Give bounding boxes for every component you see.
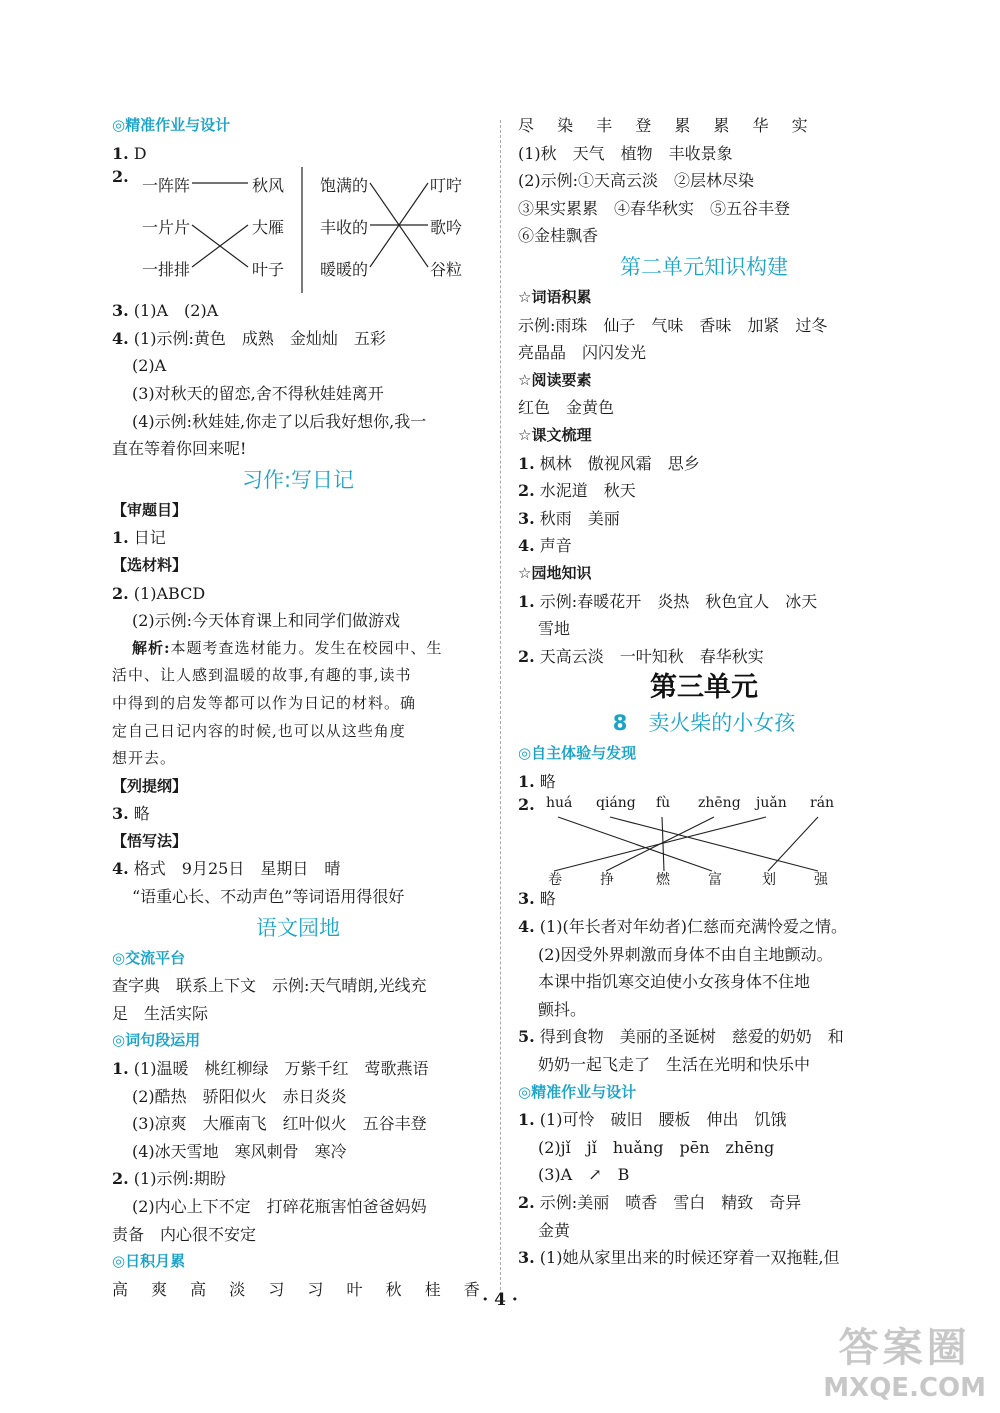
answer-line: 雪地 <box>538 619 571 639</box>
answer-line: 2. 天高云淡 一叶知秋 春华秋实 <box>518 646 764 666</box>
answer-line: ③果实累累 ④春华秋实 ⑤五谷丰登 <box>518 198 791 218</box>
answer-line: (2)jǐ jǐ huǎng pēn zhēng <box>538 1137 775 1157</box>
match-item: 谷粒 <box>430 260 463 280</box>
answer-line: 2. 水泥道 秋天 <box>518 481 636 501</box>
match-item: 叮咛 <box>430 176 463 196</box>
answer-line: 2. (1)示例:期盼 <box>112 1169 226 1189</box>
answer-line: 4. 声音 <box>518 536 572 556</box>
column-divider <box>500 120 501 1290</box>
sub-heading: 【列提纲】 <box>112 776 188 795</box>
pinyin-matching: 2. huá qiáng fù zhēng juǎn rán 卷 挣 燃 富 划 强 <box>518 795 890 885</box>
character-item: 划 <box>762 872 776 889</box>
analysis-line: 中得到的启发等都可以作为日记的材料。确 <box>112 693 417 712</box>
section-title: 语文园地 <box>256 915 340 940</box>
character-item: 挣 <box>600 872 614 889</box>
section-heading: ◎日积月累 <box>112 1252 186 1271</box>
answer-line: 查字典 联系上下文 示例:天气晴朗,光线充 <box>112 976 427 996</box>
answer-line: (2)示例:今天体育课上和同学们做游戏 <box>132 611 401 631</box>
match-item: 饱满的 <box>320 176 369 196</box>
match-item: 一片片 <box>142 218 191 238</box>
section-title: 习作:写日记 <box>241 467 355 492</box>
answer-line: (2)因受外界刺激而身体不由自主地颤动。 <box>538 944 833 964</box>
character-item: 富 <box>708 872 722 889</box>
answer-line: 1. (1)温暖 桃红柳绿 万紫千红 莺歌燕语 <box>112 1059 429 1079</box>
answer-line: 3. 略 <box>518 889 556 909</box>
pinyin-item: rán <box>810 795 835 812</box>
analysis-line: 活中、让人感到温暖的故事,有趣的事,读书 <box>112 666 412 685</box>
answer-line: 直在等着你回来呢! <box>112 439 247 459</box>
answer-line: (3)凉爽 大雁南飞 红叶似火 五谷丰登 <box>132 1114 427 1134</box>
answer-line: 金黄 <box>538 1220 571 1240</box>
match-item: 歌吟 <box>430 218 463 238</box>
answer-line: 2. 示例:美丽 喷香 雪白 精致 奇异 <box>518 1193 802 1212</box>
sub-heading: 【审题目】 <box>112 500 188 519</box>
pinyin-item: juǎn <box>756 795 787 812</box>
answer-line: 红色 金黄色 <box>518 398 615 418</box>
answer-line: (2)内心上下不定 打碎花瓶害怕爸爸妈妈 <box>132 1197 427 1216</box>
section-heading: ◎自主体验与发现 <box>518 744 637 763</box>
match-item: 一阵阵 <box>142 176 191 196</box>
answer-line: 4. (1)示例:黄色 成熟 金灿灿 五彩 <box>112 328 386 348</box>
match-item: 一排排 <box>142 260 191 280</box>
answer-line: 1. 枫林 傲视风霜 思乡 <box>518 453 700 473</box>
unit-title: 第三单元 <box>650 672 758 704</box>
answer-line: ⑥金桂飘香 <box>518 226 599 246</box>
answer-line: (1)秋 天气 植物 丰收景象 <box>518 143 733 163</box>
answer-line: (2)示例:①天高云淡 ②层林尽染 <box>518 171 755 191</box>
answer-line: 奶奶一起飞走了 生活在光明和快乐中 <box>538 1055 811 1075</box>
sub-heading: 【选材料】 <box>112 555 188 574</box>
answer-line: (2)酷热 骄阳似火 赤日炎炎 <box>132 1086 347 1106</box>
answer-line: 4. 格式 9月25日 星期日 晴 <box>112 859 341 879</box>
answer-line: 颤抖。 <box>538 999 587 1019</box>
answer-line: 2. (1)ABCD <box>112 583 206 603</box>
sub-heading: ☆课文梳理 <box>518 425 592 444</box>
answer-line: 本课中指饥寒交迫使小女孩身体不住地 <box>538 972 811 992</box>
answer-line: (4)冰天雪地 寒风刺骨 寒冷 <box>132 1141 347 1161</box>
answer-line: 3. 略 <box>112 804 150 824</box>
match-item: 大雁 <box>252 218 285 238</box>
analysis-line: 想开去。 <box>112 749 177 768</box>
answer-line: 示例:雨珠 仙子 气味 香味 加紧 过冬 <box>518 315 828 335</box>
answer-line: 责备 内心很不安定 <box>112 1224 257 1244</box>
lesson-title: 8 卖火柴的小女孩 <box>612 711 796 736</box>
answer-line: “语重心长、不动声色”等词语用得很好 <box>132 887 405 907</box>
pinyin-item: qiáng <box>596 795 636 812</box>
pinyin-item: zhēng <box>698 795 741 812</box>
character-item: 强 <box>814 872 828 889</box>
character-item: 燃 <box>656 872 670 889</box>
match-item: 丰收的 <box>320 218 369 238</box>
answer-line: 亮晶晶 闪闪发光 <box>518 343 647 363</box>
match-item: 秋风 <box>252 176 285 196</box>
answer-line: (3)A ↗ B <box>538 1165 630 1185</box>
sub-heading: ☆词语积累 <box>518 287 592 306</box>
character-item: 卷 <box>548 872 562 889</box>
analysis-line: 定自己日记内容的时候,也可以从这些角度 <box>112 721 406 740</box>
answer-line: (3)对秋天的留恋,舍不得秋娃娃离开 <box>132 383 384 403</box>
watermark-url: MXQE.COM <box>823 1373 986 1403</box>
answer-line: (2)A <box>132 356 167 376</box>
sub-heading: 【悟写法】 <box>112 831 188 850</box>
section-heading: ◎交流平台 <box>112 948 186 967</box>
answer-line: (4)示例:秋娃娃,你走了以后我好想你,我一 <box>132 411 427 431</box>
section-heading: ◎词句段运用 <box>112 1031 201 1050</box>
answer-line: 1. 略 <box>518 771 556 791</box>
pinyin-item: fù <box>656 795 671 812</box>
pinyin-item: huá <box>546 795 573 812</box>
matching-exercise: 2. 一阵阵 一片片 一排排 秋风 大雁 叶子 饱满的 丰收的 暖暖的 叮咛 歌吟 谷粒 <box>112 167 484 297</box>
answer-line: 3. 秋雨 美丽 <box>518 508 620 528</box>
sub-heading: ☆园地知识 <box>518 563 592 582</box>
answer-line: 1. 示例:春暖花开 炎热 秋色宜人 冰天 <box>518 591 818 611</box>
analysis-line: 解析:本题考查选材能力。发生在校园中、生 <box>132 638 443 657</box>
answer-line: 3. (1)她从家里出来的时候还穿着一双拖鞋,但 <box>518 1248 840 1268</box>
answer-line: 尽 染 丰 登 累 累 华 实 <box>518 116 808 135</box>
left-column <box>112 112 484 1303</box>
sub-heading: ☆阅读要素 <box>518 370 592 389</box>
watermark-logo <box>823 1316 986 1403</box>
section-title: 第二单元知识构建 <box>620 254 788 279</box>
answer-line: 足 生活实际 <box>112 1003 209 1023</box>
right-column <box>518 112 890 1272</box>
answer-line: 1. 日记 <box>112 528 166 548</box>
answer-line: 5. 得到食物 美丽的圣诞树 慈爱的奶奶 和 <box>518 1027 844 1047</box>
page-number: · 4 · <box>482 1290 518 1310</box>
answer-line: 3. (1)A (2)A <box>112 301 219 321</box>
match-item: 叶子 <box>252 260 285 280</box>
answer-line: 高 爽 高 淡 习 习 叶 秋 桂 香 <box>112 1279 480 1299</box>
answer-line: 4. (1)(年长者对年幼者)仁慈而充满怜爱之情。 <box>518 917 847 937</box>
answer-line: 1. (1)可怜 破旧 腰板 伸出 饥饿 <box>518 1110 787 1130</box>
section-heading: ◎精准作业与设计 <box>112 116 231 134</box>
section-heading: ◎精准作业与设计 <box>518 1082 637 1101</box>
answer-line: 1. D <box>112 143 147 163</box>
match-item: 暖暖的 <box>320 260 369 280</box>
watermark-text: 答案圈 <box>838 1325 971 1371</box>
